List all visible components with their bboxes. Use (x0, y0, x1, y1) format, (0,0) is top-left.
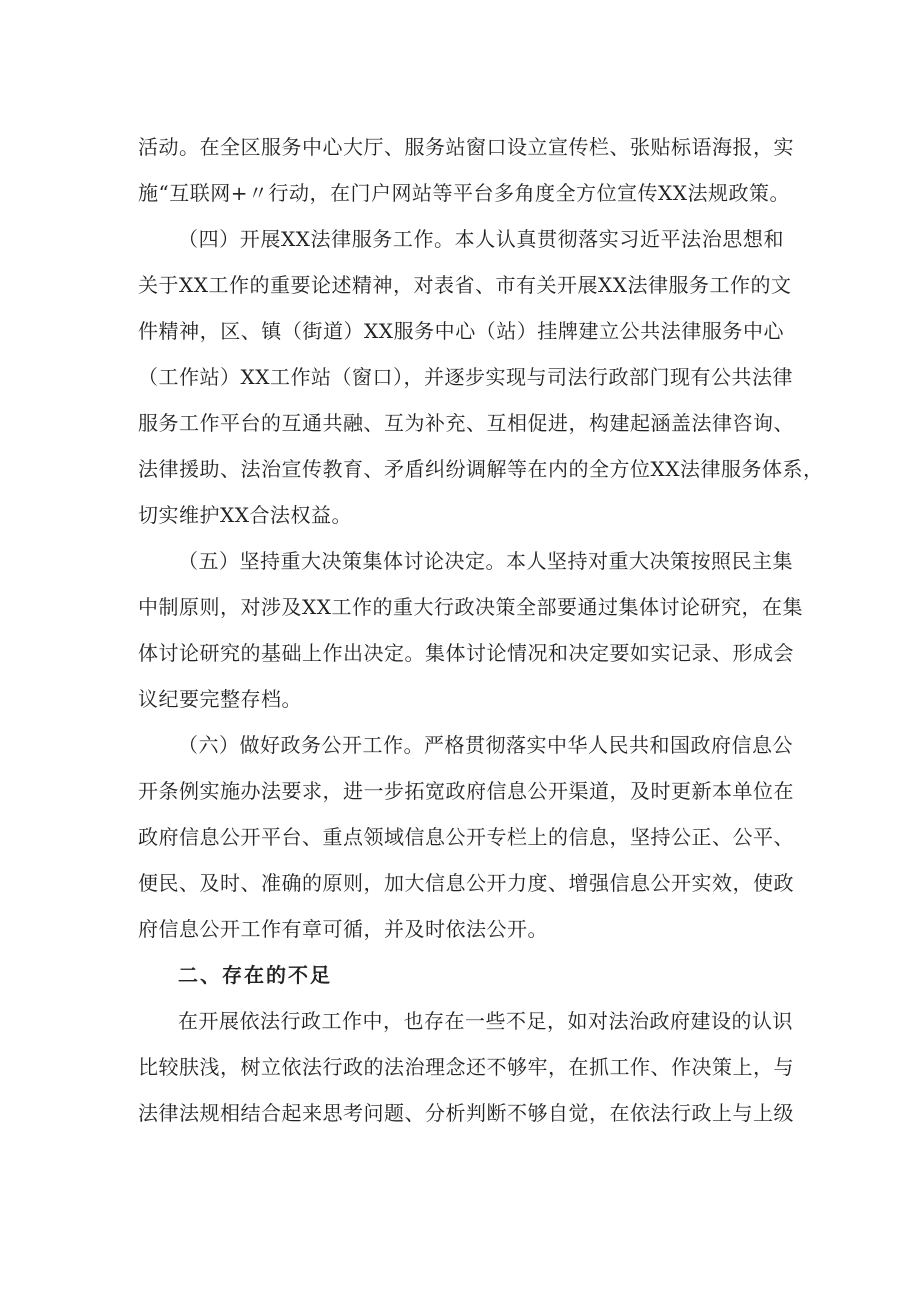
paragraph-line: 中制原则，对涉及XX工作的重大行政决策全部要通过集体讨论研究，在集 (138, 595, 803, 619)
paragraph-line: 关于XX工作的重要论述精神，对表省、市有关开展XX法律服务工作的文 (138, 273, 792, 297)
paragraph-line: 在开展依法行政工作中，也存在一些不足，如对法治政府建设的认识 (178, 1009, 793, 1033)
paragraph-line: （四）开展XX法律服务工作。本人认真贯彻落实习近平法治思想和 (178, 227, 784, 251)
paragraph-line: 议纪要完整存档。 (138, 687, 302, 711)
paragraph-line: （五）坚持重大决策集体讨论决定。本人坚持对重大决策按照民主集 (178, 549, 793, 573)
paragraph-line: 政府信息公开平台、重点领域信息公开专栏上的信息，坚持公正、公平、 (138, 825, 794, 849)
paragraph-line: 法律援助、法治宣传教育、矛盾纠纷调解等在内的全方位XX法律服务体系， (138, 457, 824, 481)
paragraph-line: 施“互联网+〃行动，在门户网站等平台多角度全方位宣传XX法规政策。 (138, 181, 790, 205)
paragraph-line: 件精神，区、镇（街道）XX服务中心（站）挂牌建立公共法律服务中心 (138, 319, 784, 343)
paragraph-line: （工作站）XX工作站（窗口），并逐步实现与司法行政部门现有公共法律 (138, 365, 793, 389)
paragraph-line: 体讨论研究的基础上作出决定。集体讨论情况和决定要如实记录、形成会 (138, 641, 794, 665)
paragraph-line: （六）做好政务公开工作。严格贯彻落实中华人民共和国政府信息公 (178, 733, 793, 757)
paragraph-line: 开条例实施办法要求，进一步拓宽政府信息公开渠道，及时更新本单位在 (138, 779, 794, 803)
paragraph-line: 比较肤浅，树立依法行政的法治理念还不够牢，在抓工作、作决策上，与 (138, 1055, 794, 1079)
document-body (138, 124, 824, 1136)
paragraph-line: 服务工作平台的互通共融、互为补充、互相促进，构建起涵盖法律咨询、 (138, 411, 794, 435)
paragraph-line: 法律法规相结合起来思考问题、分析判断不够自觉，在依法行政上与上级 (138, 1101, 794, 1125)
paragraph-line: 切实维护XX合法权益。 (138, 503, 352, 527)
section-heading: 二、存在的不足 (178, 963, 332, 987)
paragraph-line: 府信息公开工作有章可循，并及时依法公开。 (138, 917, 548, 941)
paragraph-line: 活动。在全区服务中心大厅、服务站窗口设立宣传栏、张贴标语海报，实 (138, 135, 794, 159)
paragraph-line: 便民、及时、准确的原则，加大信息公开力度、增强信息公开实效，使政 (138, 871, 794, 895)
